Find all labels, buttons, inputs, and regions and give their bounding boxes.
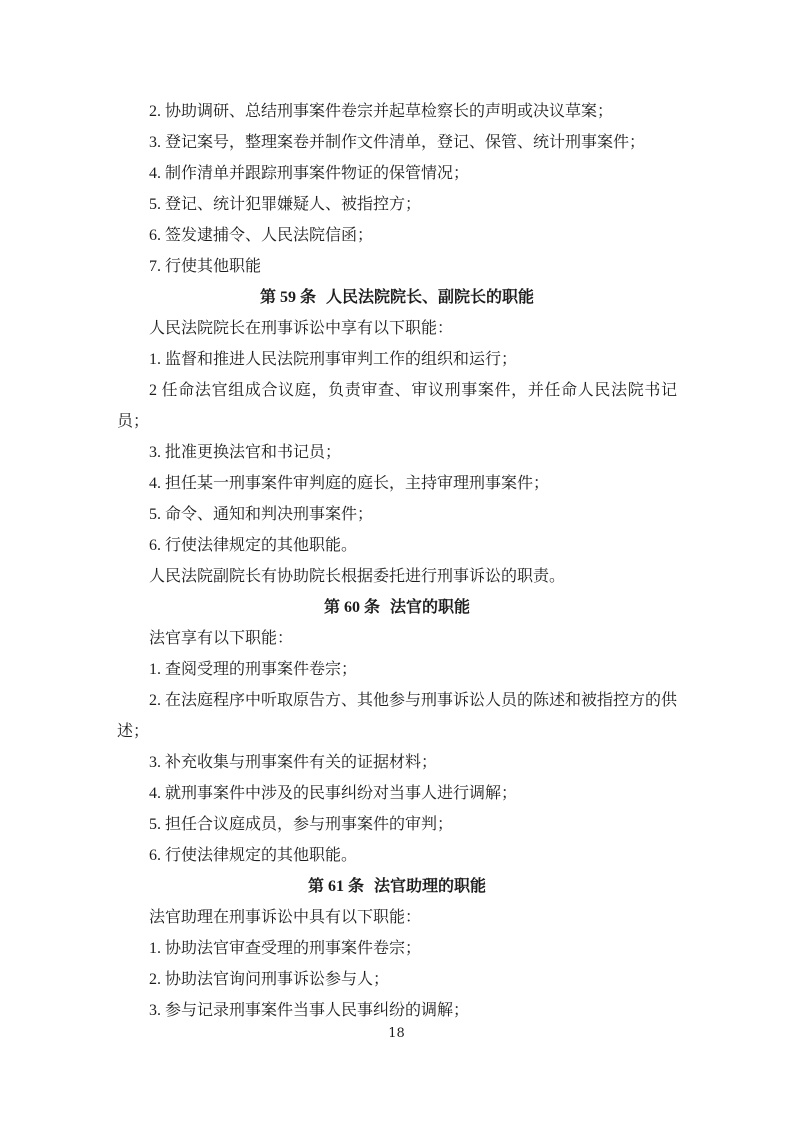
article-heading [117, 282, 677, 313]
article-heading [117, 592, 677, 623]
numbered-clause: 6. 签发逮捕令、人民法院信函； [149, 227, 374, 244]
numbered-clause: 5. 命令、通知和判决刑事案件； [149, 506, 374, 523]
page-number: 18 [388, 1026, 405, 1041]
numbered-clause: 1. 查阅受理的刑事案件卷宗； [149, 661, 358, 678]
paragraph: 人民法院副院长有协助院长根据委托进行刑事诉讼的职责。 [149, 568, 566, 585]
numbered-clause: 5. 担任合议庭成员，参与刑事案件的审判； [149, 816, 454, 833]
numbered-clause: 2. 协助调研、总结刑事案件卷宗并起草检察长的声明或决议草案； [149, 103, 614, 120]
article-title: 人民法院院长、副院长的职能 [326, 289, 535, 306]
numbered-clause: 3. 参与记录刑事案件当事人民事纠纷的调解； [149, 1002, 470, 1019]
article-number: 第 60 条 [323, 599, 380, 616]
article-heading [117, 871, 677, 902]
numbered-clause: 7. 行使其他职能 [149, 258, 262, 275]
numbered-clause: 2. 在法庭程序中听取原告方、其他参与刑事诉讼人员的陈述和被指控方的供述； [117, 692, 678, 740]
article-title: 法官助理的职能 [374, 878, 487, 895]
numbered-clause: 2 任命法官组成合议庭，负责审查、审议刑事案件，并任命人民法院书记员； [117, 382, 677, 430]
numbered-clause: 2. 协助法官询问刑事诉讼参与人； [149, 971, 390, 988]
numbered-clause: 1. 监督和推进人民法院刑事审判工作的组织和运行； [149, 351, 518, 368]
numbered-clause: 6. 行使法律规定的其他职能。 [149, 537, 358, 554]
numbered-clause: 4. 就刑事案件中涉及的民事纠纷对当事人进行调解； [149, 785, 518, 802]
article-number: 第 61 条 [307, 878, 364, 895]
article-number: 第 59 条 [259, 289, 316, 306]
numbered-clause: 3. 补充收集与刑事案件有关的证据材料； [149, 754, 438, 771]
numbered-clause: 1. 协助法官审查受理的刑事案件卷宗； [149, 940, 422, 957]
paragraph: 法官助理在刑事诉讼中具有以下职能： [149, 909, 422, 926]
paragraph: 法官享有以下职能： [149, 630, 294, 647]
numbered-clause: 5. 登记、统计犯罪嫌疑人、被指控方； [149, 196, 422, 213]
numbered-clause: 3. 登记案号，整理案卷并制作文件清单，登记、保管、统计刑事案件； [149, 134, 646, 151]
document-body [117, 96, 677, 1026]
numbered-clause: 3. 批准更换法官和书记员； [149, 444, 342, 461]
paragraph: 人民法院院长在刑事诉讼中享有以下职能： [149, 320, 454, 337]
article-title: 法官的职能 [390, 599, 471, 616]
numbered-clause: 6. 行使法律规定的其他职能。 [149, 847, 358, 864]
numbered-clause: 4. 担任某一刑事案件审判庭的庭长，主持审理刑事案件； [149, 475, 550, 492]
numbered-clause: 4. 制作清单并跟踪刑事案件物证的保管情况； [149, 165, 470, 182]
